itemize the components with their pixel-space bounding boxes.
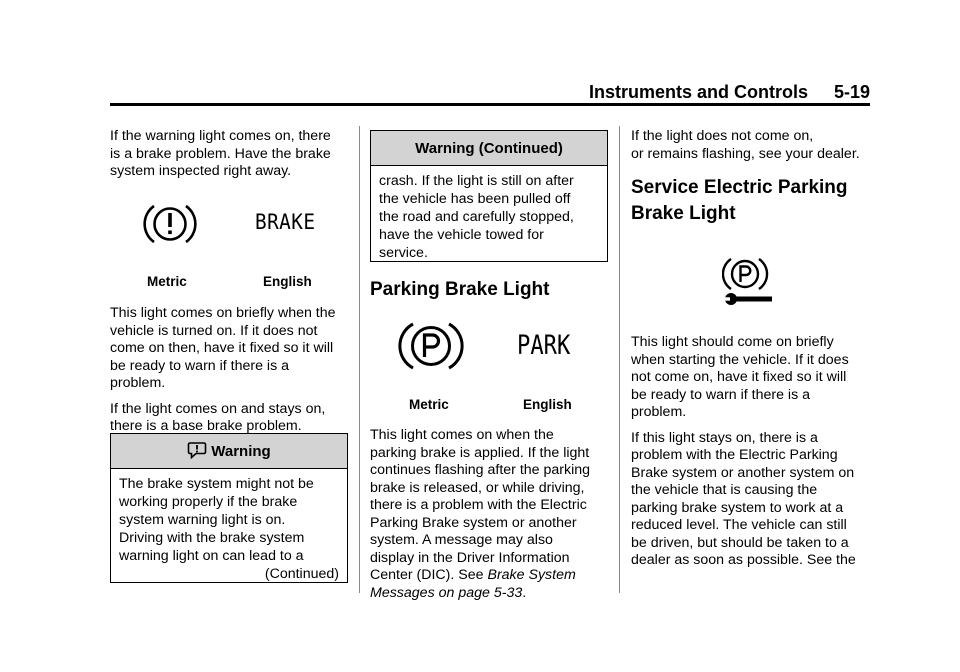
warning-box <box>110 433 348 583</box>
page-number: 5-19 <box>833 82 870 102</box>
warning-body: The brake system might not be working properly if the brake system warning light is on. Driving with the brake system warning light on can lead to a (Continued) <box>119 476 339 582</box>
column-2-body <box>370 427 610 602</box>
header-rule <box>110 103 870 106</box>
metric-label: Metric <box>409 397 449 412</box>
continued-label: (Continued) <box>264 566 339 582</box>
warning-continued-box <box>370 130 608 262</box>
metric-label: Metric <box>147 274 187 289</box>
paragraph: This light comes on when the parking brake is applied. If the light continues flashing after the parking brake is released, or while driving, there is a problem with the Electric Parking Brake system or another system. A message may also display in the Driver Information Center (DIC). See Brake System Messages on page 5-33. <box>370 427 591 601</box>
parking-brake-icon <box>398 320 464 372</box>
column-3-body <box>631 334 873 570</box>
english-label: English <box>263 274 312 289</box>
page-header <box>110 82 870 104</box>
service-parking-brake-icon <box>722 255 774 307</box>
paragraph: If the light does not come on, or remains flashing, see your dealer. <box>631 128 860 162</box>
brake-english-icon: BRAKE <box>255 210 316 234</box>
section-heading-service-epb: Service Electric Parking Brake Light <box>631 177 848 224</box>
warning-icon <box>187 437 207 473</box>
column-divider <box>619 126 620 593</box>
park-english-icon: PARK <box>517 330 571 361</box>
column-divider <box>359 126 360 593</box>
cross-reference: Messages on page 5-33 <box>370 584 523 601</box>
brake-warning-icon <box>140 202 200 246</box>
paragraph: If the warning light comes on, there is a brake problem. Have the brake system inspected right away. <box>110 128 331 179</box>
warning-title: Warning <box>211 443 271 460</box>
section-title: Instruments and Controls <box>588 82 808 102</box>
warning-continued-body: crash. If the light is still on after the vehicle has been pulled off the road and carefully stopped, have the vehicle towed for service. <box>379 173 574 261</box>
warning-header <box>111 434 347 469</box>
column-1 <box>110 128 350 181</box>
column-1-body <box>110 305 350 436</box>
english-label: English <box>523 397 572 412</box>
warning-continued-header: Warning (Continued) <box>371 131 607 166</box>
paragraph: If the light comes on and stays on, there is a base brake problem. <box>110 400 326 434</box>
cross-reference: Brake System <box>487 567 576 583</box>
column-3 <box>631 128 873 163</box>
paragraph: This light should come on briefly when starting the vehicle. If it does not come on, have it fixed so it will be ready to warn if there is a problem. <box>631 334 849 420</box>
paragraph: If this light stays on, there is a problem with the Electric Parking Brake system or another system on the vehicle that is causing the parking brake system to work at a reduced level. The vehicle can still be driven, but should be taken to a dealer as soon as possible. See the <box>631 429 856 568</box>
paragraph: This light comes on briefly when the vehicle is turned on. If it does not come on then, have it fixed so it will be ready to warn if there is a problem. <box>110 305 336 391</box>
section-heading-parking-brake: Parking Brake Light <box>370 279 550 300</box>
